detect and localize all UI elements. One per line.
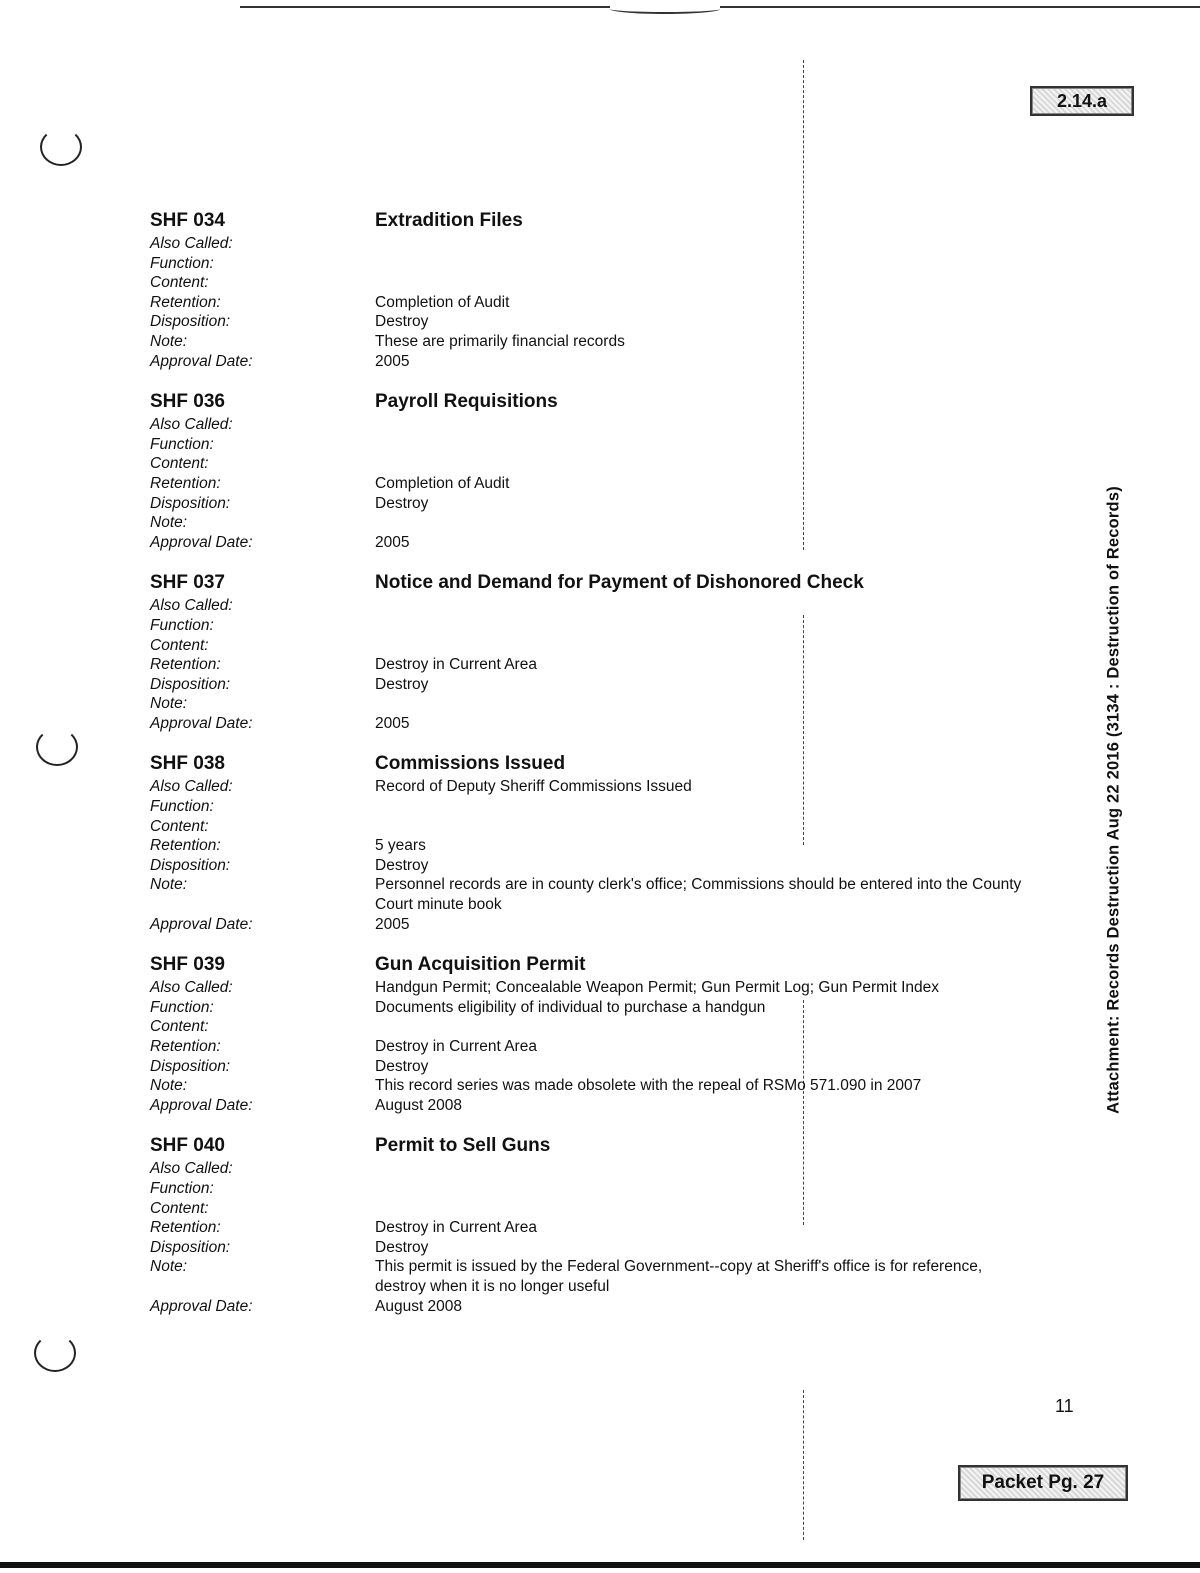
attachment-side-label: Attachment: Records Destruction Aug 22 2016 (3134 : Destruction of Records) xyxy=(1104,486,1123,1114)
field-row-retention xyxy=(150,474,1050,494)
field-label: Also Called: xyxy=(150,597,233,615)
field-label: Content: xyxy=(150,455,209,473)
field-value: Destroy xyxy=(375,313,429,331)
field-label: Content: xyxy=(150,274,209,292)
fold-line xyxy=(803,1390,804,1540)
field-label: Disposition: xyxy=(150,675,231,693)
field-value: These are primarily financial records xyxy=(375,332,625,350)
punch-hole xyxy=(36,728,78,766)
field-value xyxy=(375,636,1025,656)
field-value: Destroy xyxy=(375,494,429,512)
record-code: SHF 037 xyxy=(150,572,225,594)
record-header xyxy=(150,210,1050,234)
field-row-also-called xyxy=(150,1159,1050,1179)
field-row-also-called xyxy=(150,978,1050,998)
punch-hole xyxy=(40,128,82,166)
field-row-retention xyxy=(150,1218,1050,1238)
record-spacer xyxy=(150,934,1050,954)
field-value: Destroy xyxy=(375,675,429,693)
record-spacer xyxy=(150,371,1050,391)
field-value: Record of Deputy Sheriff Commissions Issued xyxy=(375,778,692,796)
records-list xyxy=(150,210,1050,1316)
field-label: Note: xyxy=(150,876,188,894)
field-row-retention xyxy=(150,293,1050,313)
field-label: Disposition: xyxy=(150,313,231,331)
field-value xyxy=(375,616,1025,636)
field-label: Function: xyxy=(150,998,214,1016)
field-value: This permit is issued by the Federal Government--copy at Sheriff's office is for reference, destroy when it is no longer useful xyxy=(375,1258,983,1295)
field-row-content xyxy=(150,817,1050,837)
field-label: Disposition: xyxy=(150,494,231,512)
field-label: Function: xyxy=(150,1179,214,1197)
record-spacer xyxy=(150,1115,1050,1135)
record-entry xyxy=(150,210,1050,371)
field-value: 2005 xyxy=(375,352,410,370)
record-header xyxy=(150,391,1050,415)
field-label: Content: xyxy=(150,1018,209,1036)
field-value xyxy=(375,694,1025,714)
field-row-disposition xyxy=(150,1057,1050,1077)
field-value xyxy=(375,797,1025,817)
field-value: Destroy xyxy=(375,1238,429,1256)
field-value: Destroy in Current Area xyxy=(375,1038,537,1055)
record-title: Commissions Issued xyxy=(375,753,566,775)
field-value xyxy=(375,273,1025,293)
field-label: Approval Date: xyxy=(150,352,253,370)
field-row-function xyxy=(150,435,1050,455)
field-row-disposition xyxy=(150,1238,1050,1258)
field-label: Approval Date: xyxy=(150,1096,253,1114)
field-row-also-called xyxy=(150,777,1050,797)
field-row-approval-date xyxy=(150,1096,1050,1116)
field-value: August 2008 xyxy=(375,1297,463,1315)
record-code: SHF 040 xyxy=(150,1135,225,1157)
record-code: SHF 039 xyxy=(150,954,225,976)
field-row-also-called xyxy=(150,234,1050,254)
field-row-content xyxy=(150,273,1050,293)
field-value xyxy=(375,596,1025,616)
field-label: Approval Date: xyxy=(150,915,253,933)
field-label: Also Called: xyxy=(150,1160,233,1178)
field-value: 2005 xyxy=(375,533,410,551)
field-row-note xyxy=(150,875,1050,914)
field-label: Content: xyxy=(150,636,209,654)
field-value: This record series was made obsolete with the repeal of RSMo 571.090 in 2007 xyxy=(375,1077,922,1095)
field-value: Documents eligibility of individual to purchase a handgun xyxy=(375,998,766,1016)
field-row-note xyxy=(150,1257,1050,1296)
field-value xyxy=(375,254,1025,274)
field-value xyxy=(375,513,1025,533)
field-value xyxy=(375,454,1025,474)
field-label: Also Called: xyxy=(150,235,233,252)
field-label: Note: xyxy=(150,1258,188,1276)
field-label: Also Called: xyxy=(150,416,233,434)
field-value xyxy=(375,1017,1025,1037)
field-value: 5 years xyxy=(375,837,426,855)
record-header xyxy=(150,572,1050,596)
field-row-content xyxy=(150,1199,1050,1219)
field-label: Note: xyxy=(150,1077,188,1095)
field-label: Retention: xyxy=(150,1038,221,1055)
record-title: Extradition Files xyxy=(375,210,523,231)
field-label: Content: xyxy=(150,817,209,835)
field-row-approval-date xyxy=(150,1297,1050,1317)
packet-page-stamp: Packet Pg. 27 xyxy=(958,1465,1128,1501)
field-value xyxy=(375,415,1025,435)
field-value xyxy=(375,1179,1025,1199)
field-label: Also Called: xyxy=(150,979,233,997)
field-label: Disposition: xyxy=(150,856,231,874)
field-row-note xyxy=(150,332,1050,352)
field-row-function xyxy=(150,998,1050,1018)
field-value xyxy=(375,1159,1025,1179)
field-value: Destroy xyxy=(375,1057,429,1075)
field-label: Retention: xyxy=(150,293,221,311)
field-row-disposition xyxy=(150,494,1050,514)
field-label: Disposition: xyxy=(150,1057,231,1075)
top-border-line xyxy=(240,6,1200,8)
field-value: Destroy in Current Area xyxy=(375,1219,537,1237)
field-label: Content: xyxy=(150,1199,209,1217)
field-value: 2005 xyxy=(375,915,410,933)
record-entry xyxy=(150,391,1050,552)
field-row-approval-date xyxy=(150,714,1050,734)
record-spacer xyxy=(150,733,1050,753)
field-row-approval-date xyxy=(150,352,1050,372)
record-code: SHF 036 xyxy=(150,391,225,413)
record-entry xyxy=(150,753,1050,934)
field-row-content xyxy=(150,1017,1050,1037)
page-number: 11 xyxy=(1055,1396,1074,1416)
field-value: Completion of Audit xyxy=(375,474,510,492)
field-value: 2005 xyxy=(375,714,410,732)
field-row-function xyxy=(150,797,1050,817)
field-row-approval-date xyxy=(150,533,1050,553)
field-row-retention xyxy=(150,836,1050,856)
field-label: Approval Date: xyxy=(150,533,253,551)
field-label: Note: xyxy=(150,332,188,350)
field-label: Function: xyxy=(150,254,214,272)
record-spacer xyxy=(150,552,1050,572)
field-label: Note: xyxy=(150,695,188,713)
record-header xyxy=(150,1135,1050,1159)
field-row-note xyxy=(150,513,1050,533)
record-header xyxy=(150,753,1050,777)
record-title: Gun Acquisition Permit xyxy=(375,954,586,976)
field-label: Also Called: xyxy=(150,778,233,796)
field-row-approval-date xyxy=(150,915,1050,935)
record-code: SHF 034 xyxy=(150,210,225,231)
field-row-disposition xyxy=(150,675,1050,695)
field-row-function xyxy=(150,1179,1050,1199)
punch-hole xyxy=(34,1334,76,1372)
field-label: Retention: xyxy=(150,474,221,492)
field-row-note xyxy=(150,694,1050,714)
field-label: Retention: xyxy=(150,656,221,674)
field-value xyxy=(375,817,1025,837)
field-row-also-called xyxy=(150,415,1050,435)
record-entry xyxy=(150,954,1050,1115)
field-value: Destroy in Current Area xyxy=(375,656,537,674)
field-label: Function: xyxy=(150,616,214,634)
record-code: SHF 038 xyxy=(150,753,225,775)
field-value xyxy=(375,435,1025,455)
field-row-disposition xyxy=(150,856,1050,876)
field-value: August 2008 xyxy=(375,1096,463,1114)
field-row-retention xyxy=(150,655,1050,675)
field-value xyxy=(375,1199,1025,1219)
field-label: Approval Date: xyxy=(150,1297,253,1315)
field-label: Disposition: xyxy=(150,1238,231,1256)
top-border-notch xyxy=(610,4,720,14)
field-label: Retention: xyxy=(150,1219,221,1237)
field-value: Completion of Audit xyxy=(375,293,510,311)
field-label: Note: xyxy=(150,514,188,532)
field-row-content xyxy=(150,454,1050,474)
record-entry xyxy=(150,572,1050,733)
field-row-function xyxy=(150,254,1050,274)
record-header xyxy=(150,954,1050,978)
field-value xyxy=(375,234,1025,254)
agenda-item-stamp: 2.14.a xyxy=(1030,86,1134,116)
field-label: Function: xyxy=(150,435,214,453)
field-label: Approval Date: xyxy=(150,714,253,732)
field-label: Function: xyxy=(150,798,214,816)
field-row-function xyxy=(150,616,1050,636)
field-row-note xyxy=(150,1076,1050,1096)
field-row-retention xyxy=(150,1037,1050,1057)
field-row-also-called xyxy=(150,596,1050,616)
field-value: Personnel records are in county clerk's office; Commissions should be entered into the County Court minute book xyxy=(375,876,1022,914)
record-title: Permit to Sell Guns xyxy=(375,1135,551,1157)
record-entry xyxy=(150,1135,1050,1316)
bottom-border-line xyxy=(0,1562,1200,1568)
field-value: Handgun Permit; Concealable Weapon Permit; Gun Permit Log; Gun Permit Index xyxy=(375,979,940,997)
record-title: Notice and Demand for Payment of Dishonored Check xyxy=(375,572,864,594)
field-row-disposition xyxy=(150,312,1050,332)
field-row-content xyxy=(150,636,1050,656)
field-value: Destroy xyxy=(375,856,429,874)
field-label: Retention: xyxy=(150,837,221,855)
record-title: Payroll Requisitions xyxy=(375,391,558,413)
